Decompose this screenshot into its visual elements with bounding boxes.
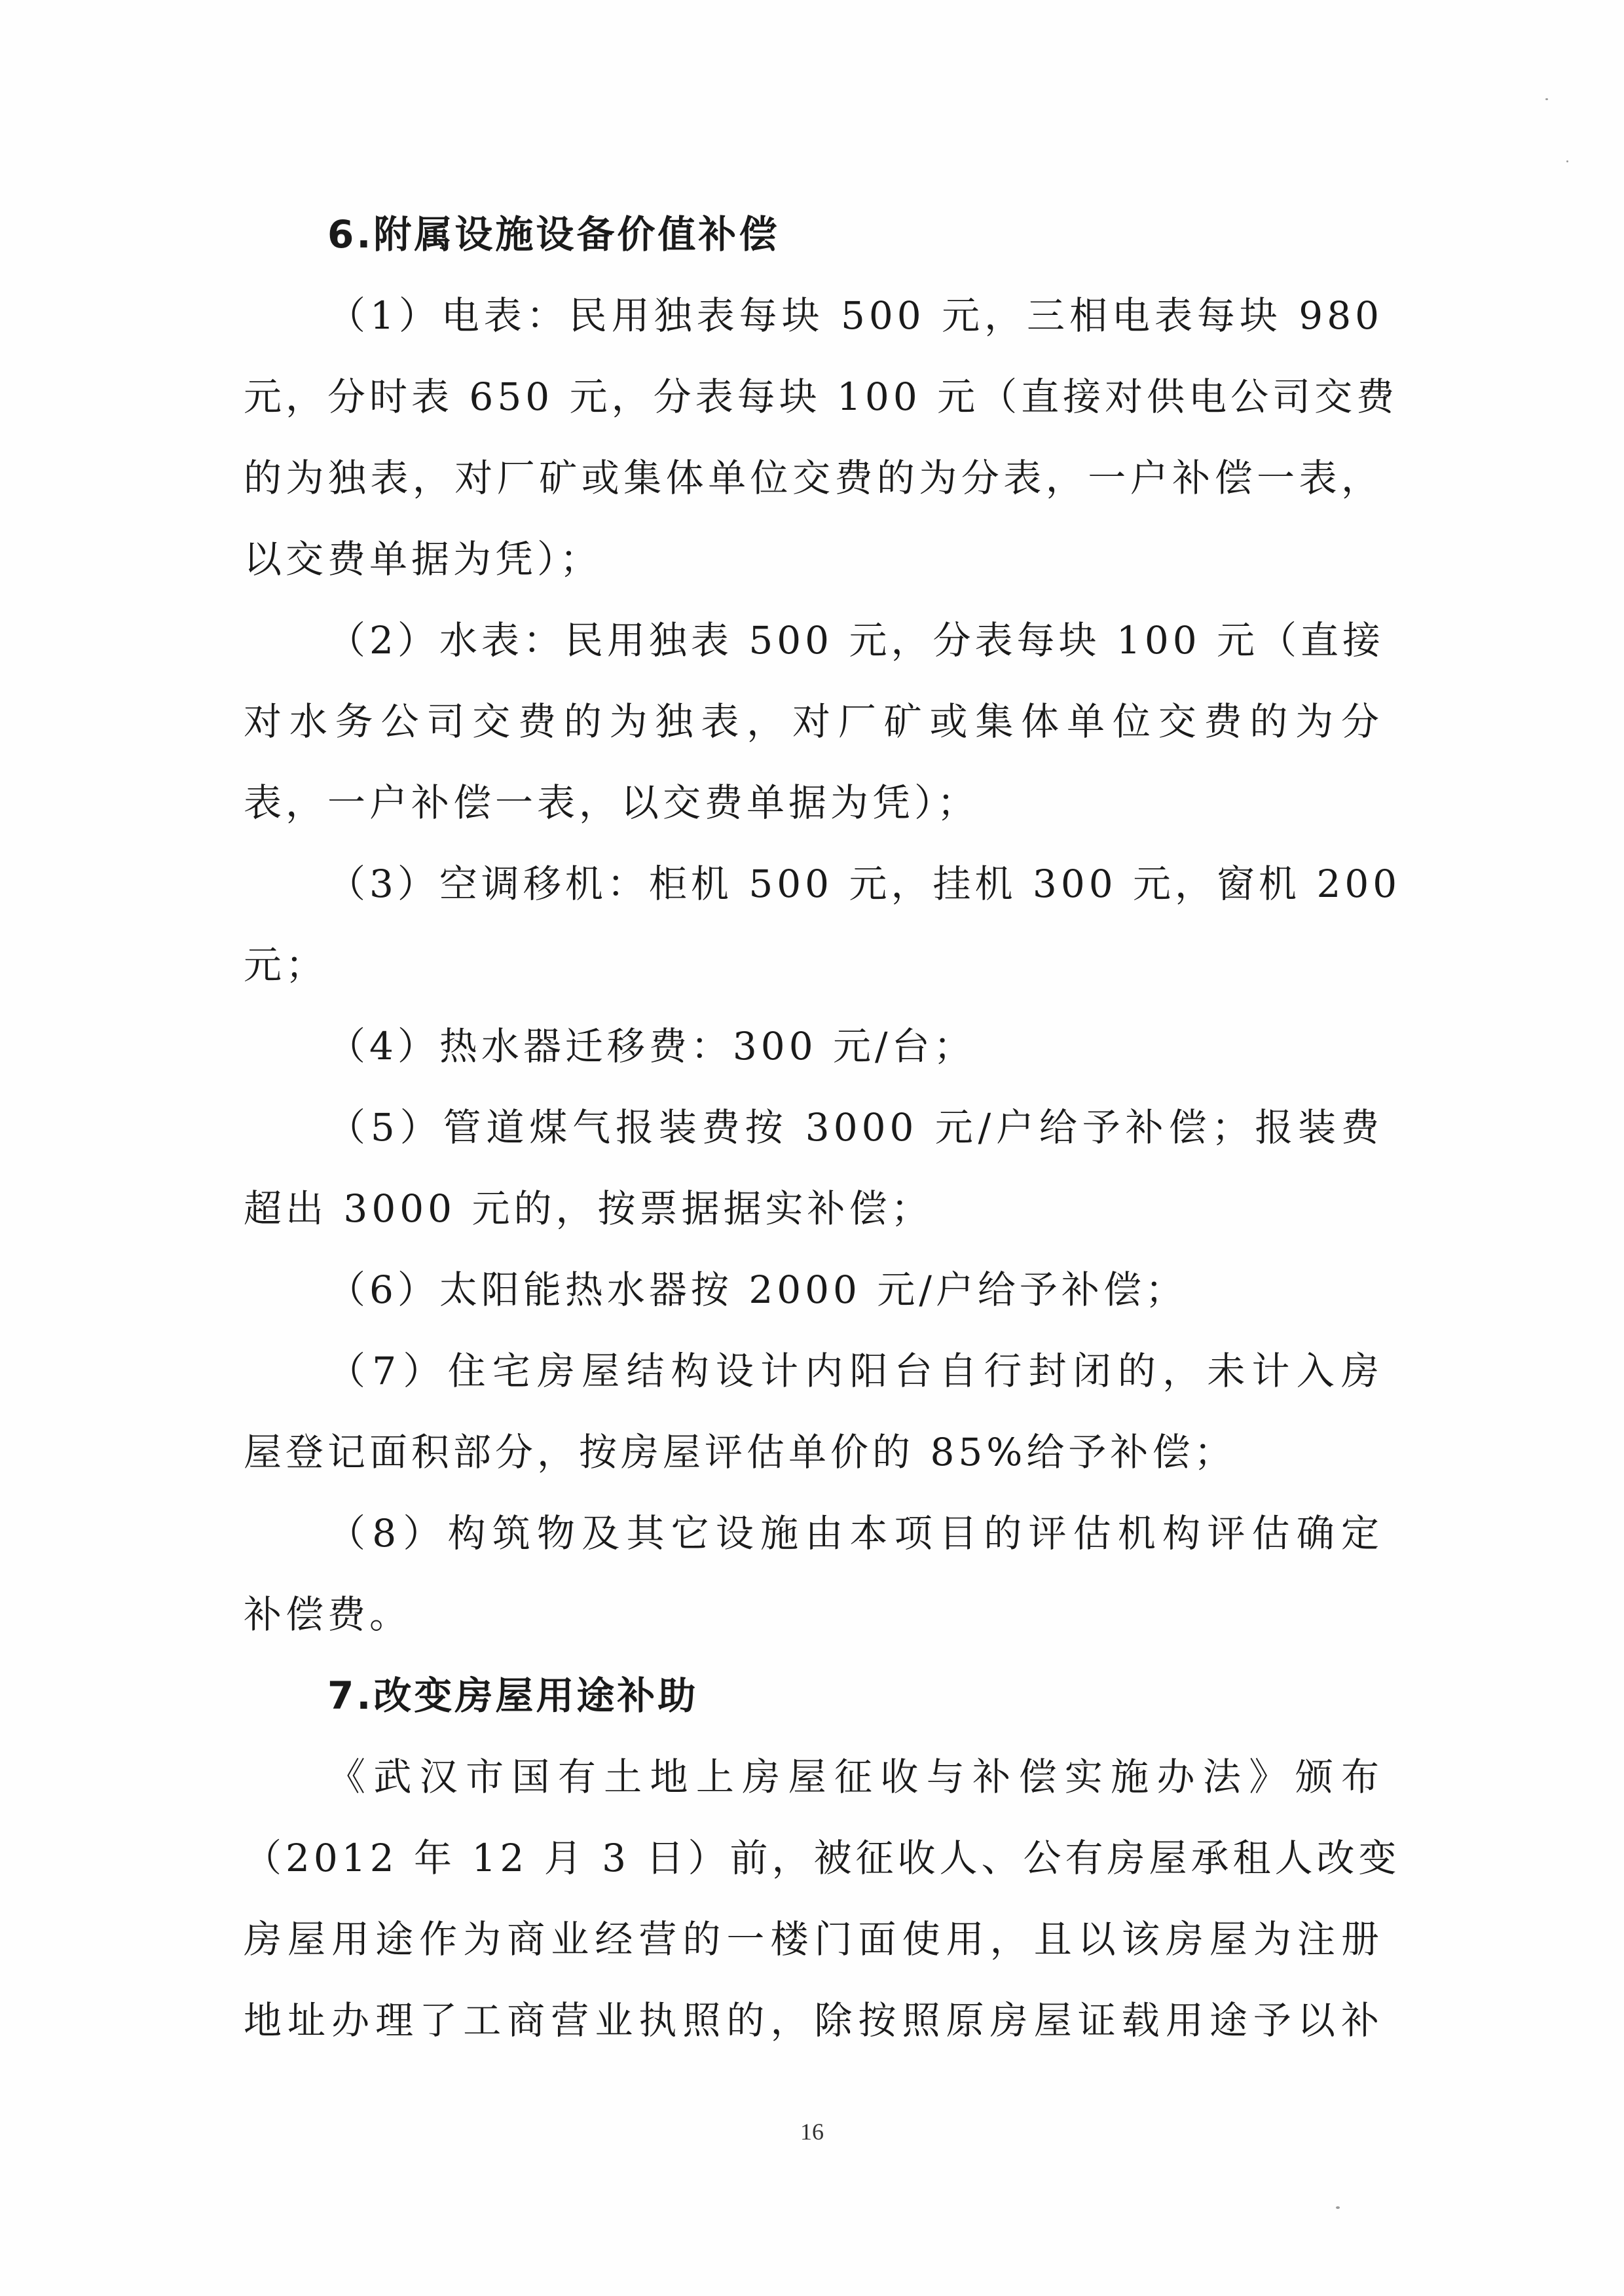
paragraph-line: 以交费单据为凭）； <box>244 537 602 581</box>
paragraph-line: （2）水表：民用独表 500 元，分表每块 100 元（直接 <box>327 618 1385 663</box>
paragraph-line: 对水务公司交费的为独表，对厂矿或集体单位交费的为分 <box>244 699 1383 744</box>
paragraph-line: 补偿费。 <box>244 1592 412 1637</box>
section-heading-6: 6.附属设施设备价值补偿 <box>327 212 780 257</box>
paragraph-line: （3）空调移机：柜机 500 元，挂机 300 元，窗机 200 <box>327 862 1401 906</box>
section-heading-7: 7.改变房屋用途补助 <box>327 1673 699 1718</box>
scan-speck <box>1336 2206 1340 2209</box>
paragraph-line: （2012 年 12 月 3 日）前，被征收人、公有房屋承租人改变 <box>244 1836 1401 1880</box>
paragraph-line: 《武汉市国有土地上房屋征收与补偿实施办法》颁布 <box>327 1755 1383 1799</box>
paragraph-line: 元； <box>244 943 328 987</box>
paragraph-line: （4）热水器迁移费：300 元/台； <box>327 1024 976 1068</box>
paragraph-line: 地址办理了工商营业执照的，除按照原房屋证载用途予以补 <box>244 1998 1383 2043</box>
paragraph-line: 的为独表，对厂矿或集体单位交费的为分表，一户补偿一表， <box>244 456 1383 500</box>
paragraph-line: （7）住宅房屋结构设计内阳台自行封闭的，未计入房 <box>327 1349 1383 1393</box>
paragraph-line: （6）太阳能热水器按 2000 元/户给予补偿； <box>327 1267 1187 1312</box>
scan-speck <box>1566 160 1568 162</box>
paragraph-line: 元，分时表 650 元，分表每块 100 元（直接对供电公司交费 <box>244 374 1399 419</box>
paragraph-line: （1）电表：民用独表每块 500 元，三相电表每块 980 <box>327 293 1383 338</box>
paragraph-line: 超出 3000 元的，按票据据实补偿； <box>244 1186 933 1231</box>
paragraph-line: 表，一户补偿一表，以交费单据为凭）； <box>244 780 980 825</box>
paragraph-line: （5）管道煤气报装费按 3000 元/户给予补偿；报装费 <box>327 1105 1383 1150</box>
page-number: 16 <box>800 2119 824 2145</box>
scan-speck <box>1545 98 1548 100</box>
paragraph-line: 房屋用途作为商业经营的一楼门面使用，且以该房屋为注册 <box>244 1917 1383 1961</box>
paragraph-line: （8）构筑物及其它设施由本项目的评估机构评估确定 <box>327 1511 1383 1556</box>
paragraph-line: 屋登记面积部分，按房屋评估单价的 85%给予补偿； <box>244 1430 1236 1474</box>
